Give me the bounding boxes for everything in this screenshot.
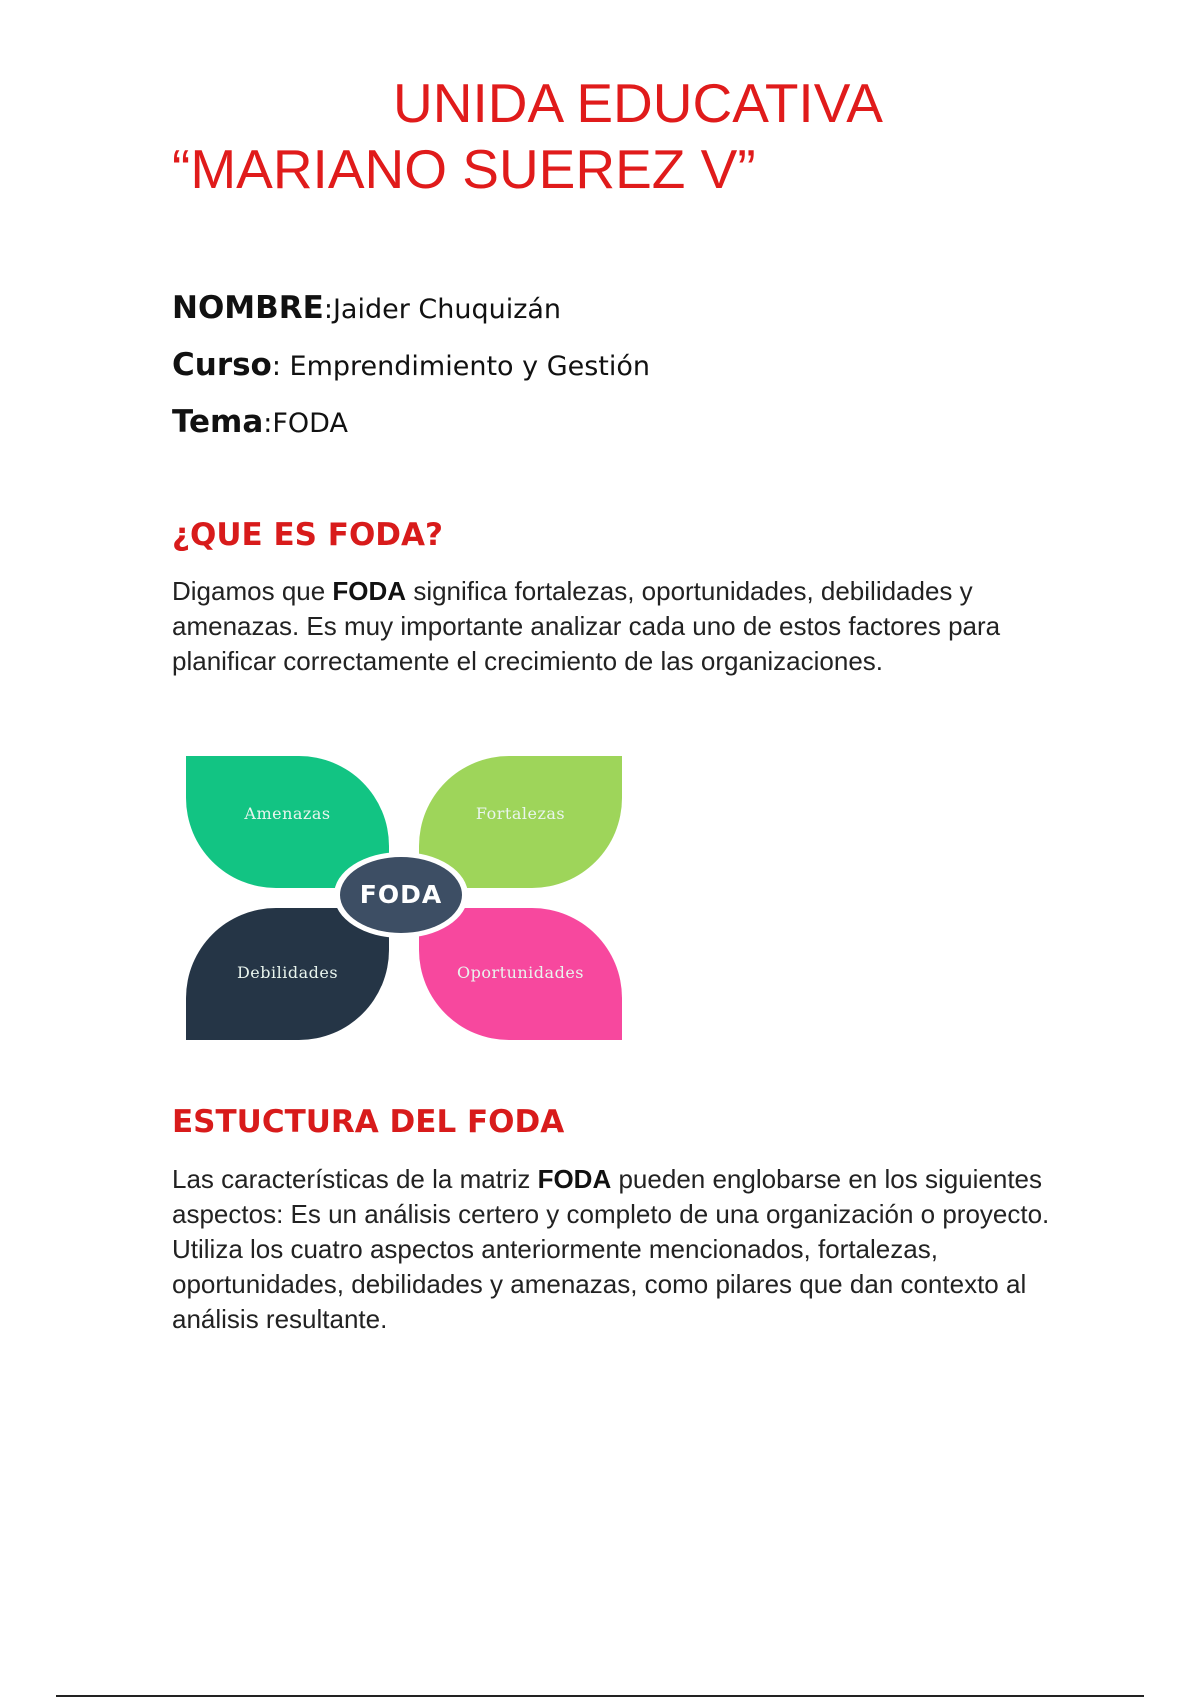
title-line-2: “MARIANO SUEREZ V” xyxy=(172,138,756,200)
section-heading-estructura: ESTUCTURA DEL FODA xyxy=(172,1104,565,1140)
petal-label-debilidades: Debilidades xyxy=(236,963,339,982)
document-title xyxy=(172,70,1072,202)
foda-center-circle xyxy=(334,852,468,938)
topic-value: FODA xyxy=(272,408,348,439)
section-heading-que-es-foda: ¿QUE ES FODA? xyxy=(172,517,444,553)
paragraph-bold: FODA xyxy=(332,576,407,606)
topic-separator: : xyxy=(263,408,273,439)
petal-label-fortalezas: Fortalezas xyxy=(475,804,566,823)
course-label: Curso xyxy=(172,347,272,383)
course-value: Emprendimiento y Gestión xyxy=(289,351,651,382)
foda-diagram xyxy=(186,756,622,1040)
paragraph-text: significa fortalezas, oportunidades, debilidades y amenazas. Es muy importante analizar cada uno de estos factores para planificar correctamente el crecimiento de las organizaciones. xyxy=(172,576,1001,676)
topic-row xyxy=(172,402,972,459)
name-value: Jaider Chuquizán xyxy=(332,294,562,325)
page-bottom-rule xyxy=(56,1695,1144,1697)
paragraph-bold: FODA xyxy=(537,1164,612,1194)
foda-center-label: FODA xyxy=(340,857,462,933)
paragraph-text: Las características de la matriz xyxy=(172,1164,538,1194)
title-line-1: UNIDA EDUCATIVA xyxy=(393,72,883,134)
name-separator: : xyxy=(323,294,333,325)
petal-oportunidades xyxy=(419,908,622,1040)
petal-label-amenazas: Amenazas xyxy=(244,804,331,823)
petal-label-oportunidades: Oportunidades xyxy=(457,963,584,982)
paragraph-text: pueden englobarse en los siguientes aspectos: Es un análisis certero y completo de una organización o proyecto. Utiliza los cuatro aspectos anteriormente mencionados, fortalezas, oportunidades, debilidades y amenazas, como pilares que dan contexto al análisis resultante. xyxy=(172,1164,1050,1334)
paragraph-text: Digamos que xyxy=(172,576,333,606)
section-paragraph-que-es-foda xyxy=(172,574,1052,679)
student-info xyxy=(172,288,972,459)
topic-label: Tema xyxy=(172,404,264,440)
name-row xyxy=(172,288,972,345)
course-row xyxy=(172,345,972,402)
course-separator: : xyxy=(271,351,290,382)
name-label: NOMBRE xyxy=(172,290,324,326)
section-paragraph-estructura xyxy=(172,1162,1052,1337)
